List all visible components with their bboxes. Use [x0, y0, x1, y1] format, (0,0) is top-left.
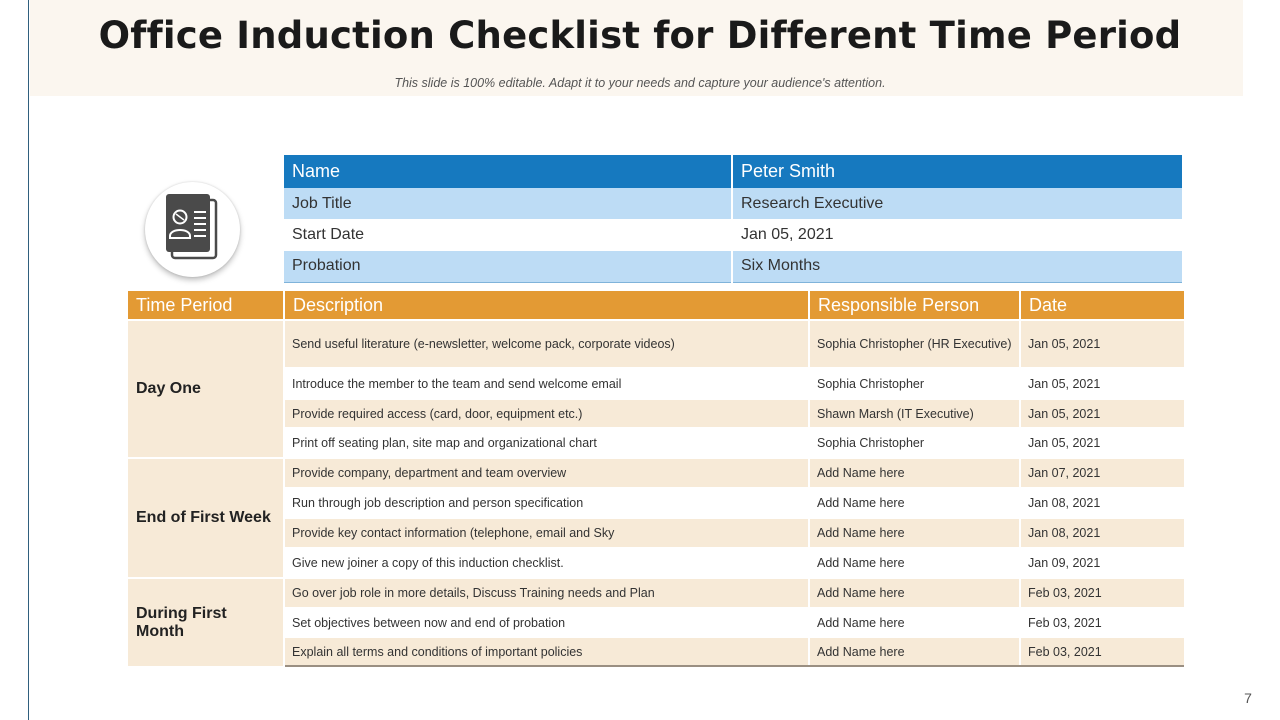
row-date: Feb 03, 2021 — [1020, 578, 1184, 608]
row-description: Send useful literature (e-newsletter, welcome pack, corporate videos) — [284, 320, 809, 368]
row-person: Add Name here — [809, 578, 1020, 608]
table-row — [128, 548, 1184, 578]
info-value: Research Executive — [732, 188, 1182, 219]
info-label: Start Date — [284, 219, 732, 251]
table-row — [128, 578, 1184, 608]
row-person: Sophia Christopher — [809, 428, 1020, 458]
left-rule — [28, 0, 29, 720]
row-description: Provide required access (card, door, equipment etc.) — [284, 399, 809, 428]
row-date: Jan 08, 2021 — [1020, 488, 1184, 518]
table-row — [128, 458, 1184, 488]
info-label: Probation — [284, 251, 732, 282]
row-date: Jan 09, 2021 — [1020, 548, 1184, 578]
employee-file-badge — [145, 182, 240, 277]
page-title: Office Induction Checklist for Different Time Period — [98, 14, 1182, 57]
page-subtitle: This slide is 100% editable. Adapt it to your needs and capture your audience's attention. — [394, 76, 886, 90]
info-row-name — [284, 155, 1182, 188]
info-value: Six Months — [732, 251, 1182, 282]
row-person: Sophia Christopher — [809, 368, 1020, 399]
row-description: Introduce the member to the team and send welcome email — [284, 368, 809, 399]
row-date: Jan 05, 2021 — [1020, 399, 1184, 428]
table-row — [128, 518, 1184, 548]
row-description: Provide company, department and team overview — [284, 458, 809, 488]
info-row-job-title — [284, 188, 1182, 219]
row-description: Go over job role in more details, Discuss Training needs and Plan — [284, 578, 809, 608]
header-description: Description — [284, 291, 809, 320]
row-date: Jan 07, 2021 — [1020, 458, 1184, 488]
page-number: 7 — [1244, 690, 1252, 706]
row-description: Explain all terms and conditions of important policies — [284, 637, 809, 666]
row-person: Add Name here — [809, 458, 1020, 488]
table-row — [128, 368, 1184, 399]
row-person: Add Name here — [809, 637, 1020, 666]
row-description: Give new joiner a copy of this induction checklist. — [284, 548, 809, 578]
row-person: Add Name here — [809, 548, 1020, 578]
row-date: Feb 03, 2021 — [1020, 637, 1184, 666]
document-person-icon — [164, 192, 222, 264]
row-description: Run through job description and person specification — [284, 488, 809, 518]
header-responsible-person: Responsible Person — [809, 291, 1020, 320]
info-label: Name — [284, 155, 732, 188]
header-date: Date — [1020, 291, 1184, 320]
info-row-start-date — [284, 219, 1182, 251]
info-value: Jan 05, 2021 — [732, 219, 1182, 251]
row-date: Jan 05, 2021 — [1020, 320, 1184, 368]
row-date: Feb 03, 2021 — [1020, 608, 1184, 637]
row-description: Provide key contact information (telephone, email and Sky — [284, 518, 809, 548]
row-person: Sophia Christopher (HR Executive) — [809, 320, 1020, 368]
table-row — [128, 637, 1184, 666]
period-during-first-month: During First Month — [128, 578, 284, 666]
row-person: Shawn Marsh (IT Executive) — [809, 399, 1020, 428]
table-row — [128, 488, 1184, 518]
row-date: Jan 05, 2021 — [1020, 428, 1184, 458]
row-person: Add Name here — [809, 518, 1020, 548]
period-day-one: Day One — [128, 320, 284, 458]
row-person: Add Name here — [809, 608, 1020, 637]
info-row-probation — [284, 251, 1182, 282]
employee-info-table — [284, 155, 1182, 283]
table-row — [128, 320, 1184, 368]
table-row — [128, 428, 1184, 458]
row-description: Print off seating plan, site map and organizational chart — [284, 428, 809, 458]
header-time-period: Time Period — [128, 291, 284, 320]
table-row — [128, 608, 1184, 637]
checklist-header-row — [128, 291, 1184, 320]
info-label: Job Title — [284, 188, 732, 219]
table-row — [128, 399, 1184, 428]
row-description: Set objectives between now and end of probation — [284, 608, 809, 637]
induction-checklist-table — [128, 291, 1184, 667]
row-date: Jan 05, 2021 — [1020, 368, 1184, 399]
row-person: Add Name here — [809, 488, 1020, 518]
info-value: Peter Smith — [732, 155, 1182, 188]
row-date: Jan 08, 2021 — [1020, 518, 1184, 548]
period-end-of-first-week: End of First Week — [128, 458, 284, 578]
